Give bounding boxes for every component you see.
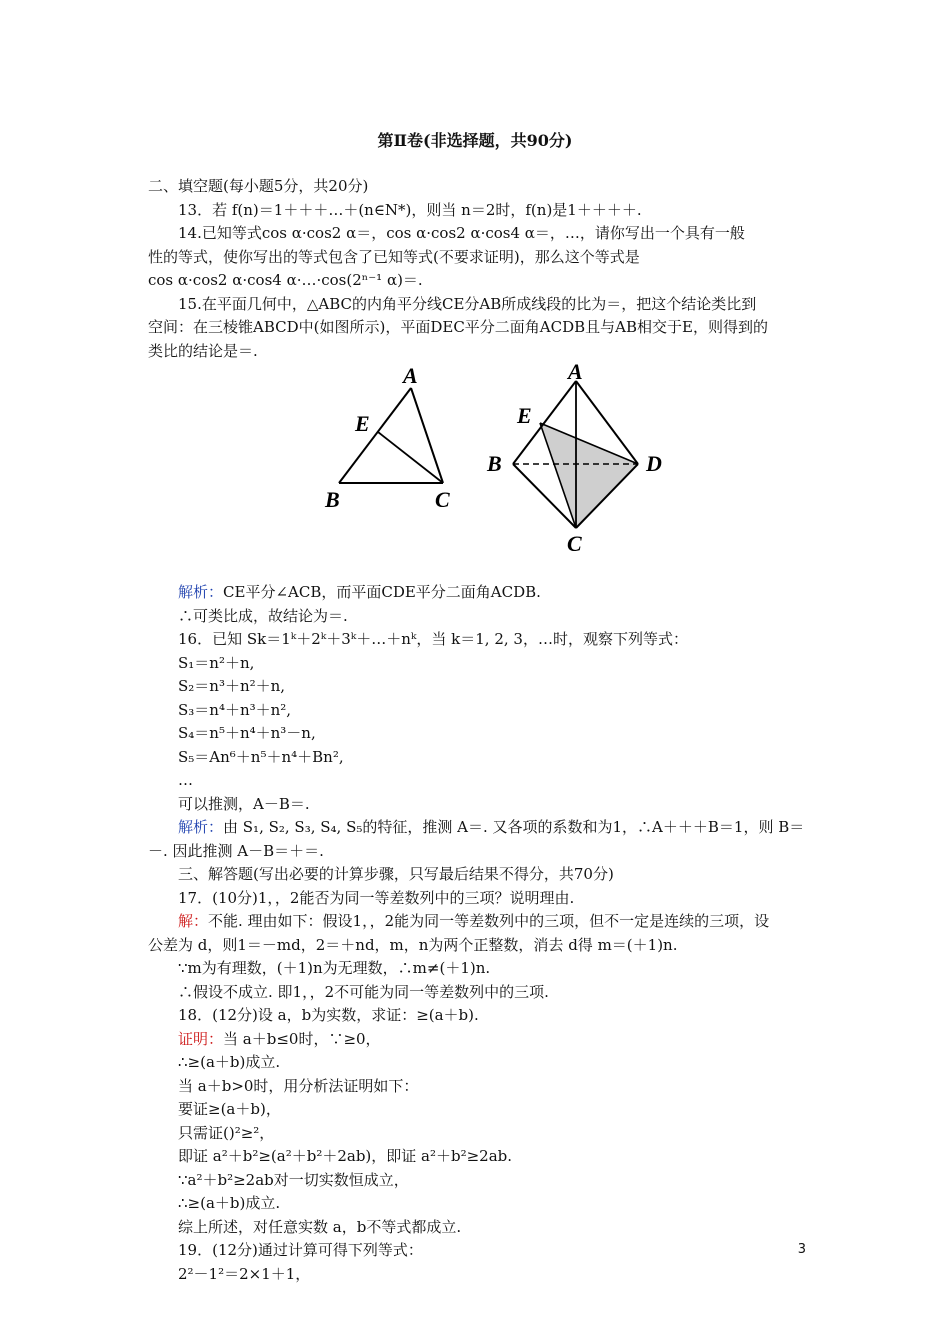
text-line [148,269,810,293]
line-text: 17．(10分)1，，2能否为同一等差数列中的三项？说明理由. [178,888,575,907]
triangle-figure [323,365,473,515]
text-line [148,863,810,887]
line-text: S₄＝n⁵＋n⁴＋n³－n, [178,724,316,742]
line-text: 14.已知等式cos α·cos2 α＝，cos α·cos2 α·cos4 α＝，…，请你写出一个具有一般 [178,224,745,242]
text-line [148,793,810,817]
answer-label: 解： [178,912,209,930]
line-text: ∴假设不成立. 即1，，2不可能为同一等差数列中的三项. [178,982,549,1001]
text-line [148,1192,810,1216]
line-text: S₁＝n²＋n, [178,653,255,672]
line-text: ∴可类比成，故结论为＝. [178,606,348,625]
text-line [148,1169,810,1193]
line-text: 空间：在三棱锥ABCD中(如图所示)，平面DEC平分二面角ACDB且与AB相交于E，则得到的 [148,318,768,336]
label-D: D [646,451,662,476]
figure-row [148,363,810,581]
label-B: B [325,487,340,512]
line-text: 综上所述，对任意实数 a，b不等式都成立. [178,1217,462,1236]
line-text: ∴≥(a＋b)成立. [178,1053,281,1071]
text-line [148,1145,810,1169]
line-text: 18．(12分)设 a，b为实数，求证：≥(a＋b). [178,1006,479,1024]
line-text: 三、解答题(写出必要的计算步骤，只写最后结果不得分，共70分) [178,865,614,883]
text-line [148,910,810,934]
line-text: CE平分∠ACB，而平面CDE平分二面角ACDB. [223,583,541,601]
line-text: S₃＝n⁴＋n³＋n², [178,700,292,719]
text-line [148,957,810,981]
bisector-CE [378,432,443,483]
line-text: 不能. 理由如下：假设1，，2能为同一等差数列中的三项，但不一定是连续的三项，设 [208,912,770,930]
text-line [148,981,810,1005]
section-title: 第Ⅱ卷(非选择题，共90分) [377,131,573,150]
shaded-plane-DEC [540,423,638,528]
text-line [148,769,810,793]
line-text: 15.在平面几何中，△ABC的内角平分线CE分AB所成线段的比为＝，把这个结论类比到 [178,294,757,313]
text-line [148,1004,810,1028]
text-line [148,840,810,864]
label-A: A [568,363,583,384]
text-line [148,746,810,770]
text-line [148,1075,810,1099]
line-text: 2²－1²＝2×1＋1， [178,1264,311,1283]
text-line [148,222,810,246]
content-body [148,175,810,1286]
edge-AB [339,388,411,483]
line-text: 16．已知 Sk＝1ᵏ＋2ᵏ＋3ᵏ＋…＋nᵏ，当 k＝1, 2, 3，…时，观察下列等式： [178,630,688,648]
text-line [148,934,810,958]
text-line [148,1051,810,1075]
text-line [148,675,810,699]
line-text: … [178,771,193,789]
line-text: 13．若 f(n)＝1＋＋＋…＋(n∈N*)，则当 n＝2时，f(n)是1＋＋＋＋. [178,200,642,219]
text-line [148,652,810,676]
label-C: C [567,531,582,553]
line-text: 由 S₁, S₂, S₃, S₄, S₅的特征，推测 A＝. 又各项的系数和为1，∴A＋＋＋B＝1，则 B＝ [223,818,805,836]
edge-AC [411,388,443,483]
text-line [148,581,810,605]
line-text: 即证 a²＋b²≥(a²＋b²＋2ab)，即证 a²＋b²≥2ab. [178,1147,513,1165]
line-text: 类比的结论是＝. [148,341,258,360]
label-E: E [355,411,370,436]
line-text: S₂＝n³＋n²＋n, [178,677,286,695]
problem-block-top [148,175,810,363]
text-line [148,1122,810,1146]
line-text: 二、填空题(每小题5分，共20分) [148,177,369,195]
text-line [148,246,810,270]
line-text: cos α·cos2 α·cos4 α·…·cos(2ⁿ⁻¹ α)＝. [148,271,423,289]
text-line [148,199,810,223]
label-E: E [517,403,532,428]
text-line [148,605,810,629]
problem-block-bottom [148,581,810,1286]
text-line [148,340,810,364]
line-text: 可以推测，A－B＝. [178,794,310,813]
text-line [148,628,810,652]
label-A: A [403,365,418,388]
answer-label: 证明： [178,1029,224,1048]
text-line [148,722,810,746]
line-text: 只需证()²≥²， [178,1123,275,1142]
line-text: －. 因此推测 A－B＝＋＝. [148,841,324,860]
text-line [148,816,810,840]
answer-label: 解析： [178,818,224,836]
tetrahedron-figure [483,363,683,553]
text-line [148,1098,810,1122]
line-text: 要证≥(a＋b)， [178,1100,281,1118]
text-line [148,1239,810,1263]
line-text: ∵m为有理数，(＋1)n为无理数，∴m≠(＋1)n. [178,959,491,977]
line-text: 公差为 d，则1＝－md，2＝＋nd，m，n为两个正整数，消去 d得 m＝(＋1)n. [148,935,678,954]
line-text: 当 a＋b>0时，用分析法证明如下： [178,1076,419,1095]
line-text: 当 a＋b≤0时，∵≥0， [223,1029,381,1048]
text-line [148,293,810,317]
line-text: S₅＝An⁶＋n⁵＋n⁴＋Bn², [178,747,344,766]
label-C: C [435,487,450,512]
text-line [148,887,810,911]
text-line [148,1216,810,1240]
text-line [148,699,810,723]
text-line [148,316,810,340]
text-line [148,1263,810,1287]
label-B: B [487,451,502,476]
text-line [148,1028,810,1052]
line-text: 19．(12分)通过计算可得下列等式： [178,1241,423,1259]
line-text: 性的等式，使你写出的等式包含了已知等式(不要求证明)，那么这个等式是 [148,247,640,266]
page-number: 3 [797,1242,806,1257]
answer-label: 解析： [178,583,224,601]
line-text: ∵a²＋b²≥2ab对一切实数恒成立， [178,1170,409,1189]
line-text: ∴≥(a＋b)成立. [178,1194,281,1212]
text-line [148,175,810,199]
